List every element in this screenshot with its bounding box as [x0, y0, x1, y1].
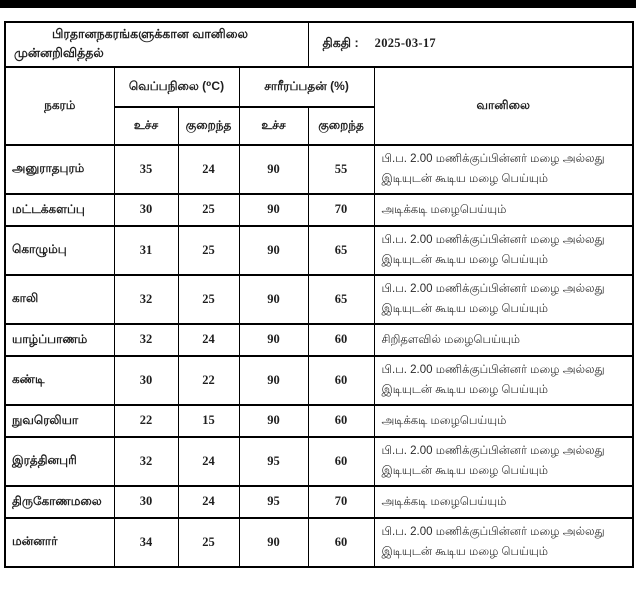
weather-forecast-table — [4, 21, 634, 568]
date-value: 2025-03-17 — [374, 36, 436, 51]
temp-min-cell: 24 — [178, 486, 239, 518]
weather-cell: பி.ப. 2.00 மணிக்குப்பின்னர் மழை அல்லது இடியுடன் கூடிய மழை பெய்யும் — [374, 145, 633, 194]
city-cell: கண்டி — [5, 356, 114, 405]
col-header-temp-max: உச்ச — [114, 107, 178, 145]
weather-cell: அடிக்கடி மழைபெய்யும் — [374, 486, 633, 518]
city-cell: நுவரெலியா — [5, 405, 114, 437]
date-cell — [308, 22, 633, 67]
city-cell: மன்னார் — [5, 518, 114, 567]
table-row — [5, 324, 633, 356]
table-row — [5, 145, 633, 194]
humidity-min-cell: 60 — [308, 356, 374, 405]
table-row — [5, 356, 633, 405]
temp-min-cell: 25 — [178, 226, 239, 275]
col-header-humidity-max: உச்ச — [239, 107, 308, 145]
top-black-bar — [0, 0, 636, 8]
city-cell: மட்டக்களப்பு — [5, 194, 114, 226]
page-title: பிரதானநகரங்களுக்கான வானிலை முன்னறிவித்தல் — [14, 27, 248, 61]
weather-cell: பி.ப. 2.00 மணிக்குப்பின்னர் மழை அல்லது இடியுடன் கூடிய மழை பெய்யும் — [374, 518, 633, 567]
humidity-min-cell: 60 — [308, 437, 374, 486]
city-cell: கொழும்பு — [5, 226, 114, 275]
humidity-max-cell: 90 — [239, 324, 308, 356]
humidity-max-cell: 90 — [239, 194, 308, 226]
temp-min-cell: 22 — [178, 356, 239, 405]
weather-cell: அடிக்கடி மழைபெய்யும் — [374, 405, 633, 437]
weather-cell: பி.ப. 2.00 மணிக்குப்பின்னர் மழை அல்லது இடியுடன் கூடிய மழை பெய்யும் — [374, 437, 633, 486]
header-row-main — [5, 67, 633, 107]
col-header-humidity: சாரீரப்பதன் (%) — [239, 67, 374, 107]
humidity-min-cell: 70 — [308, 194, 374, 226]
col-header-city: நகரம் — [5, 67, 114, 145]
col-header-humidity-min: குறைந்த — [308, 107, 374, 145]
humidity-min-cell: 65 — [308, 226, 374, 275]
weather-cell: பி.ப. 2.00 மணிக்குப்பின்னர் மழை அல்லது இடியுடன் கூடிய மழை பெய்யும் — [374, 275, 633, 324]
table-row — [5, 405, 633, 437]
humidity-max-cell: 90 — [239, 405, 308, 437]
humidity-min-cell: 60 — [308, 324, 374, 356]
table-row — [5, 275, 633, 324]
city-cell: திருகோணமலை — [5, 486, 114, 518]
table-row — [5, 437, 633, 486]
humidity-max-cell: 90 — [239, 356, 308, 405]
temp-max-cell: 32 — [114, 275, 178, 324]
table-title-cell — [5, 22, 308, 67]
humidity-min-cell: 60 — [308, 405, 374, 437]
humidity-max-cell: 95 — [239, 437, 308, 486]
temp-min-cell: 25 — [178, 518, 239, 567]
temp-min-cell: 15 — [178, 405, 239, 437]
humidity-max-cell: 90 — [239, 226, 308, 275]
humidity-max-cell: 90 — [239, 518, 308, 567]
humidity-max-cell: 90 — [239, 145, 308, 194]
col-header-weather: வானிலை — [374, 67, 633, 145]
temp-max-cell: 34 — [114, 518, 178, 567]
title-row — [5, 22, 633, 67]
temp-max-cell: 30 — [114, 356, 178, 405]
humidity-min-cell: 70 — [308, 486, 374, 518]
temp-max-cell: 35 — [114, 145, 178, 194]
temp-min-cell: 24 — [178, 145, 239, 194]
weather-cell: அடிக்கடி மழைபெய்யும் — [374, 194, 633, 226]
table-row — [5, 486, 633, 518]
date-label: திகதி : — [322, 36, 359, 51]
temp-min-cell: 25 — [178, 194, 239, 226]
temp-min-cell: 25 — [178, 275, 239, 324]
city-cell: காலி — [5, 275, 114, 324]
humidity-min-cell: 55 — [308, 145, 374, 194]
table-row — [5, 518, 633, 567]
city-cell: இரத்தினபுரி — [5, 437, 114, 486]
temp-max-cell: 32 — [114, 324, 178, 356]
temp-min-cell: 24 — [178, 324, 239, 356]
weather-cell: சிறிதளவில் மழைபெய்யும் — [374, 324, 633, 356]
temp-max-cell: 31 — [114, 226, 178, 275]
temp-max-cell: 22 — [114, 405, 178, 437]
col-header-temp-min: குறைந்த — [178, 107, 239, 145]
weather-cell: பி.ப. 2.00 மணிக்குப்பின்னர் மழை அல்லது இடியுடன் கூடிய மழை பெய்யும் — [374, 226, 633, 275]
humidity-max-cell: 95 — [239, 486, 308, 518]
humidity-min-cell: 65 — [308, 275, 374, 324]
temp-max-cell: 30 — [114, 486, 178, 518]
table-row — [5, 194, 633, 226]
table-row — [5, 226, 633, 275]
humidity-min-cell: 60 — [308, 518, 374, 567]
humidity-max-cell: 90 — [239, 275, 308, 324]
weather-cell: பி.ப. 2.00 மணிக்குப்பின்னர் மழை அல்லது இடியுடன் கூடிய மழை பெய்யும் — [374, 356, 633, 405]
forecast-document — [4, 21, 632, 568]
col-header-temperature: வெப்பநிலை (⁰C) — [114, 67, 239, 107]
temp-max-cell: 32 — [114, 437, 178, 486]
temp-max-cell: 30 — [114, 194, 178, 226]
temp-min-cell: 24 — [178, 437, 239, 486]
city-cell: யாழ்ப்பாணம் — [5, 324, 114, 356]
city-cell: அனுராதபுரம் — [5, 145, 114, 194]
